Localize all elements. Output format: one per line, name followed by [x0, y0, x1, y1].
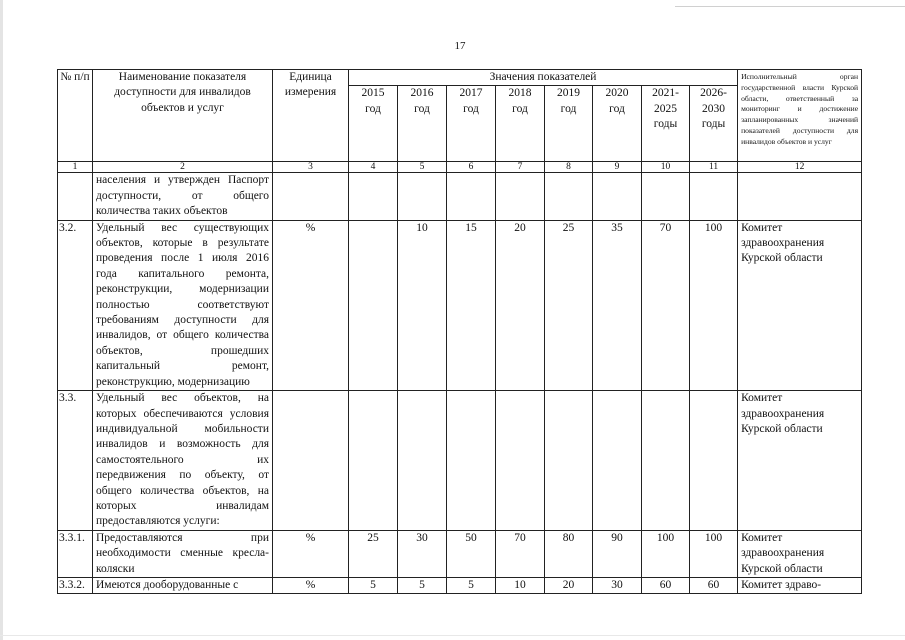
- header-unit: Единица измерения: [273, 70, 349, 162]
- row-value: [690, 391, 738, 531]
- row-value: 100: [642, 530, 690, 577]
- col-number: 2: [93, 162, 273, 173]
- row-executor: Комитет здравоохранения Курской области: [738, 530, 862, 577]
- header-name: Наименование показателя доступности для инвалидов объектов и услуг: [93, 70, 273, 162]
- row-value: 70: [642, 220, 690, 390]
- row-value: [642, 173, 690, 220]
- row-value: [690, 173, 738, 220]
- col-number: 1: [58, 162, 93, 173]
- page-number: 17: [454, 40, 466, 52]
- col-number: 10: [642, 162, 690, 173]
- row-executor: Комитет здравоохранения Курской области: [738, 391, 862, 531]
- row-executor: Комитет здравоохранения Курской области: [738, 220, 862, 390]
- col-number: 11: [690, 162, 738, 173]
- row-value: 90: [593, 530, 642, 577]
- row-value: 10: [398, 220, 447, 390]
- row-value: 25: [545, 220, 593, 390]
- col-number: 5: [398, 162, 447, 173]
- row-executor: Комитет здраво-: [738, 577, 862, 593]
- row-value: 5: [447, 577, 496, 593]
- row-value: [349, 391, 398, 531]
- col-number: 9: [593, 162, 642, 173]
- row-name: Имеются дооборудованные с: [93, 577, 273, 593]
- row-value: 20: [545, 577, 593, 593]
- row-unit: [273, 391, 349, 531]
- scan-edge: [0, 0, 3, 640]
- row-value: [349, 173, 398, 220]
- row-name: Удельный вес существующих объектов, которые в результате проведения после 1 июля 2016 года капитального ремонта, реконструкции, модернизации полностью соответствуют требованиям доступности для инвалидов, от общего количества объектов, прошедших капитальный ремонт, реконструкцию, модернизацию: [93, 220, 273, 390]
- table-header-row: [58, 70, 862, 86]
- table-row: [58, 577, 862, 593]
- col-number: 8: [545, 162, 593, 173]
- row-executor: [738, 173, 862, 220]
- row-unit: [273, 173, 349, 220]
- row-value: 35: [593, 220, 642, 390]
- row-value: [398, 391, 447, 531]
- row-value: [496, 173, 545, 220]
- col-number: 6: [447, 162, 496, 173]
- row-value: 20: [496, 220, 545, 390]
- row-value: 5: [349, 577, 398, 593]
- year-2017: 2017 год: [447, 86, 496, 162]
- row-no: [58, 173, 93, 220]
- scan-top-line: [675, 6, 905, 7]
- year-2018: 2018 год: [496, 86, 545, 162]
- year-2016: 2016 год: [398, 86, 447, 162]
- row-no: 3.2.: [58, 220, 93, 390]
- year-2019: 2019 год: [545, 86, 593, 162]
- header-executor: Исполнительный орган государственной власти Курской области, ответственный за мониторинг и достижение запланированных значений показателей доступности для инвалидов объектов и услуг: [738, 70, 862, 162]
- row-value: 30: [398, 530, 447, 577]
- row-value: [349, 220, 398, 390]
- scan-bottom-line: [0, 635, 905, 636]
- row-value: 25: [349, 530, 398, 577]
- col-number: 3: [273, 162, 349, 173]
- table-row: [58, 391, 862, 531]
- row-unit: %: [273, 577, 349, 593]
- indicators-table: [57, 69, 862, 594]
- row-value: [398, 173, 447, 220]
- row-no: 3.3.2.: [58, 577, 93, 593]
- year-2015: 2015 год: [349, 86, 398, 162]
- year-2026-2030: 2026- 2030 годы: [690, 86, 738, 162]
- row-value: 100: [690, 220, 738, 390]
- row-value: [447, 391, 496, 531]
- row-value: 60: [642, 577, 690, 593]
- row-name: населения и утвержден Паспорт доступности, от общего количества таких объектов: [93, 173, 273, 220]
- row-no: 3.3.: [58, 391, 93, 531]
- row-value: [593, 173, 642, 220]
- row-unit: %: [273, 220, 349, 390]
- row-value: [642, 391, 690, 531]
- row-value: 80: [545, 530, 593, 577]
- table-row: [58, 530, 862, 577]
- row-value: 15: [447, 220, 496, 390]
- header-values: Значения показателей: [349, 70, 738, 86]
- header-no: № п/п: [58, 70, 93, 162]
- row-value: [545, 173, 593, 220]
- table-row: [58, 220, 862, 390]
- row-value: [447, 173, 496, 220]
- row-value: 5: [398, 577, 447, 593]
- row-unit: %: [273, 530, 349, 577]
- col-number: 4: [349, 162, 398, 173]
- row-value: 50: [447, 530, 496, 577]
- row-value: [545, 391, 593, 531]
- row-value: 10: [496, 577, 545, 593]
- table-row: [58, 173, 862, 220]
- row-value: 100: [690, 530, 738, 577]
- year-2020: 2020 год: [593, 86, 642, 162]
- row-value: [593, 391, 642, 531]
- year-2021-2025: 2021- 2025 годы: [642, 86, 690, 162]
- col-number: 7: [496, 162, 545, 173]
- row-value: 70: [496, 530, 545, 577]
- row-name: Предоставляются при необходимости сменные кресла-коляски: [93, 530, 273, 577]
- row-value: 30: [593, 577, 642, 593]
- row-no: 3.3.1.: [58, 530, 93, 577]
- col-number: 12: [738, 162, 862, 173]
- column-numbers-row: [58, 162, 862, 173]
- row-value: 60: [690, 577, 738, 593]
- row-value: [496, 391, 545, 531]
- row-name: Удельный вес объектов, на которых обеспечиваются условия индивидуальной мобильности инвалидов и возможность для самостоятельного их передвижения по объекту, от общего количества объектов, на которых инвалидам предоставляются услуги:: [93, 391, 273, 531]
